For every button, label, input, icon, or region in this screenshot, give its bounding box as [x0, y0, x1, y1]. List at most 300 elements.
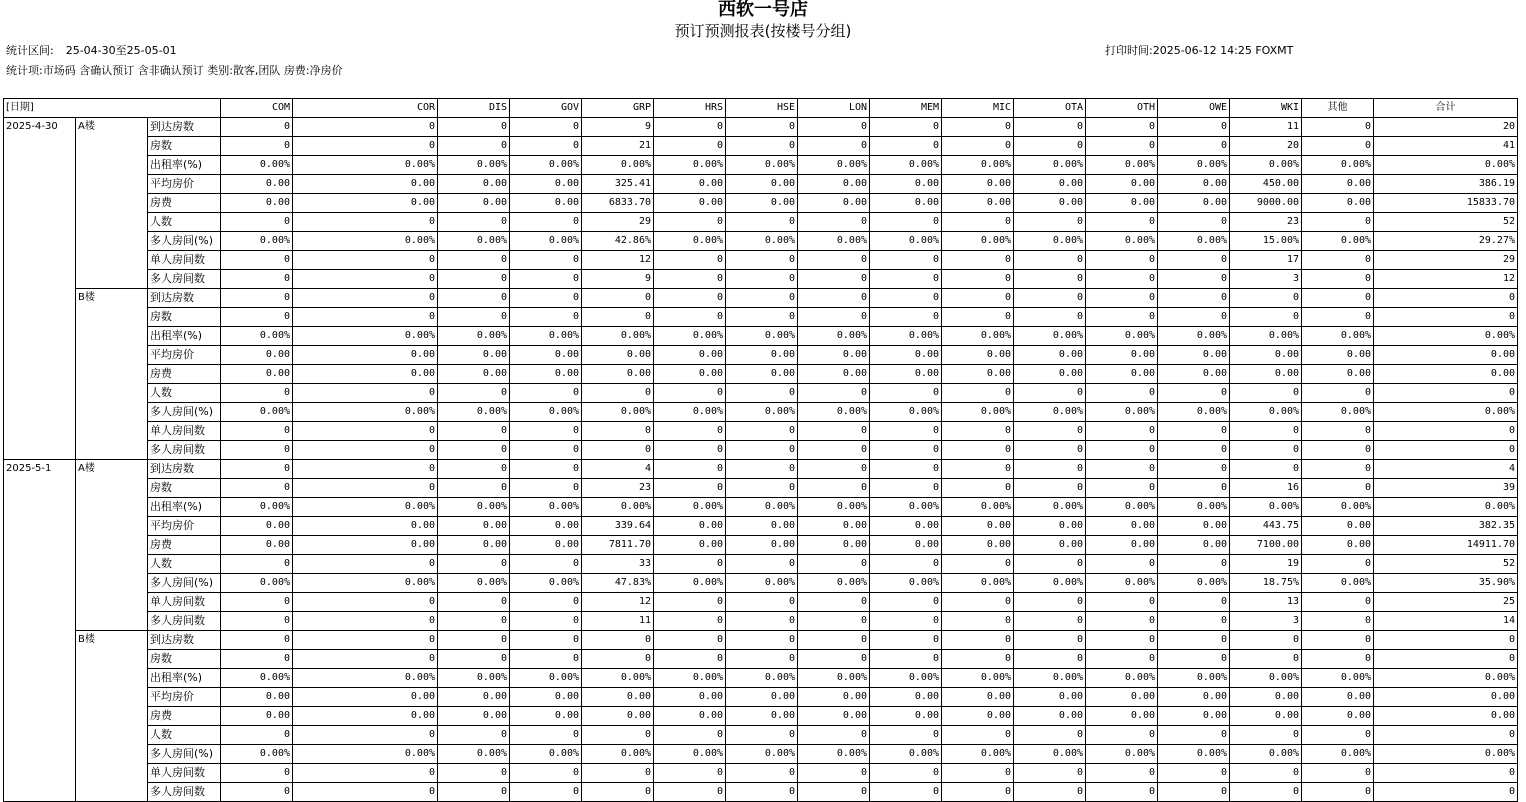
value-cell: 0 [726, 422, 798, 441]
value-cell: 0 [293, 650, 438, 669]
value-cell: 0 [1158, 308, 1230, 327]
value-cell: 0 [1014, 118, 1086, 137]
value-cell: 0 [942, 384, 1014, 403]
value-cell: 0 [510, 726, 582, 745]
value-cell: 0 [1374, 631, 1518, 650]
value-cell: 0 [1014, 479, 1086, 498]
value-cell: 0.00% [726, 403, 798, 422]
value-cell: 0.00% [293, 574, 438, 593]
value-cell: 0.00% [1374, 745, 1518, 764]
value-cell: 0.00 [1158, 365, 1230, 384]
value-cell: 0.00 [654, 688, 726, 707]
value-cell: 0.00% [726, 232, 798, 251]
value-cell: 0 [221, 764, 293, 783]
value-cell: 0.00% [438, 745, 510, 764]
value-cell: 0 [1302, 118, 1374, 137]
value-cell: 0.00 [1086, 517, 1158, 536]
value-cell: 0 [1302, 783, 1374, 802]
value-cell: 0 [942, 270, 1014, 289]
value-cell: 0.00% [654, 498, 726, 517]
value-cell: 0.00 [798, 707, 870, 726]
value-cell: 0 [1230, 384, 1302, 403]
metric-label: 多人房间(%) [148, 403, 221, 422]
value-cell: 0.00% [942, 403, 1014, 422]
value-cell: 0 [654, 479, 726, 498]
value-cell: 0.00 [1158, 688, 1230, 707]
value-cell: 15833.70 [1374, 194, 1518, 213]
value-cell: 0.00% [1014, 403, 1086, 422]
value-cell: 0 [582, 384, 654, 403]
value-cell: 0 [942, 118, 1014, 137]
value-cell: 0.00% [654, 574, 726, 593]
column-header: LON [798, 99, 870, 118]
value-cell: 42.86% [582, 232, 654, 251]
value-cell: 0.00 [510, 346, 582, 365]
value-cell: 0 [654, 251, 726, 270]
value-cell: 0 [654, 612, 726, 631]
table-row [4, 232, 1518, 251]
value-cell: 0.00% [1086, 669, 1158, 688]
value-cell: 0.00% [1374, 327, 1518, 346]
metric-label: 出租率(%) [148, 327, 221, 346]
table-row [4, 669, 1518, 688]
value-cell: 0 [870, 764, 942, 783]
value-cell: 0.00 [942, 707, 1014, 726]
value-cell: 0 [293, 308, 438, 327]
value-cell: 0 [1374, 384, 1518, 403]
value-cell: 0.00 [1302, 707, 1374, 726]
value-cell: 0 [1302, 384, 1374, 403]
value-cell: 0.00 [221, 517, 293, 536]
value-cell: 0.00% [870, 232, 942, 251]
value-cell: 0.00 [510, 688, 582, 707]
value-cell: 0 [438, 384, 510, 403]
value-cell: 386.19 [1374, 175, 1518, 194]
value-cell: 0.00% [510, 327, 582, 346]
value-cell: 0 [510, 764, 582, 783]
building-cell: A楼 [76, 118, 148, 289]
value-cell: 0 [510, 251, 582, 270]
date-range-label: 统计区间: [6, 44, 54, 57]
value-cell: 0 [438, 726, 510, 745]
table-row [4, 745, 1518, 764]
table-row [4, 422, 1518, 441]
value-cell: 0 [870, 270, 942, 289]
value-cell: 0.00 [1230, 707, 1302, 726]
value-cell: 0 [1374, 726, 1518, 745]
value-cell: 0.00% [1230, 156, 1302, 175]
table-row [4, 707, 1518, 726]
value-cell: 0 [1158, 479, 1230, 498]
value-cell: 0 [221, 422, 293, 441]
value-cell: 0 [1014, 593, 1086, 612]
value-cell: 0 [510, 213, 582, 232]
column-header: OWE [1158, 99, 1230, 118]
metric-label: 出租率(%) [148, 156, 221, 175]
value-cell: 0 [726, 764, 798, 783]
value-cell: 0.00 [293, 688, 438, 707]
value-cell: 0.00 [293, 175, 438, 194]
value-cell: 0.00% [221, 232, 293, 251]
value-cell: 0 [1086, 479, 1158, 498]
value-cell: 0.00 [870, 536, 942, 555]
value-cell: 14 [1374, 612, 1518, 631]
value-cell: 0 [798, 137, 870, 156]
value-cell: 0 [438, 593, 510, 612]
value-cell: 0.00% [1302, 232, 1374, 251]
value-cell: 0 [582, 289, 654, 308]
table-header-row [4, 99, 1518, 118]
table-row [4, 251, 1518, 270]
building-cell: B楼 [76, 289, 148, 460]
value-cell: 0 [798, 460, 870, 479]
value-cell: 0 [438, 650, 510, 669]
value-cell: 0 [798, 726, 870, 745]
table-row [4, 194, 1518, 213]
column-header: HRS [654, 99, 726, 118]
value-cell: 0 [654, 650, 726, 669]
value-cell: 0.00% [1374, 403, 1518, 422]
value-cell: 0 [293, 118, 438, 137]
value-cell: 0 [726, 460, 798, 479]
value-cell: 0.00% [726, 669, 798, 688]
value-cell: 0.00% [942, 574, 1014, 593]
value-cell: 0 [1086, 441, 1158, 460]
value-cell: 0.00 [942, 517, 1014, 536]
column-header: GRP [582, 99, 654, 118]
value-cell: 0 [798, 441, 870, 460]
value-cell: 0.00 [1014, 517, 1086, 536]
value-cell: 0.00% [582, 327, 654, 346]
value-cell: 0 [654, 118, 726, 137]
value-cell: 0 [221, 726, 293, 745]
value-cell: 0.00% [293, 156, 438, 175]
value-cell: 0.00% [1302, 327, 1374, 346]
value-cell: 0 [293, 213, 438, 232]
value-cell: 0 [654, 422, 726, 441]
value-cell: 0.00 [942, 175, 1014, 194]
value-cell: 7811.70 [582, 536, 654, 555]
value-cell: 20 [1374, 118, 1518, 137]
value-cell: 0 [1374, 289, 1518, 308]
value-cell: 0.00 [1086, 707, 1158, 726]
value-cell: 0 [942, 441, 1014, 460]
value-cell: 0 [726, 650, 798, 669]
value-cell: 0.00 [1374, 688, 1518, 707]
value-cell: 0.00% [870, 327, 942, 346]
value-cell: 0 [221, 555, 293, 574]
value-cell: 0 [1158, 631, 1230, 650]
column-header: OTH [1086, 99, 1158, 118]
value-cell: 0.00 [582, 688, 654, 707]
metric-label: 平均房价 [148, 175, 221, 194]
value-cell: 0 [221, 441, 293, 460]
value-cell: 29 [582, 213, 654, 232]
metric-label: 房费 [148, 194, 221, 213]
value-cell: 0.00 [293, 365, 438, 384]
value-cell: 0.00% [870, 403, 942, 422]
column-header: WKI [1230, 99, 1302, 118]
value-cell: 0 [1158, 270, 1230, 289]
value-cell: 0 [870, 631, 942, 650]
value-cell: 0.00% [654, 745, 726, 764]
column-header: COM [221, 99, 293, 118]
value-cell: 0.00% [1014, 232, 1086, 251]
value-cell: 0 [1230, 650, 1302, 669]
metric-label: 多人房间(%) [148, 574, 221, 593]
value-cell: 0 [1014, 270, 1086, 289]
value-cell: 0.00 [293, 346, 438, 365]
value-cell: 13 [1230, 593, 1302, 612]
date-range-value: 25-04-30至25-05-01 [65, 44, 177, 57]
date-range [6, 44, 177, 58]
table-row [4, 346, 1518, 365]
value-cell: 0.00% [1302, 403, 1374, 422]
value-cell: 0 [1086, 118, 1158, 137]
column-header: OTA [1014, 99, 1086, 118]
value-cell: 0.00 [1086, 175, 1158, 194]
value-cell: 0 [438, 479, 510, 498]
value-cell: 0.00 [870, 707, 942, 726]
value-cell: 0.00% [870, 574, 942, 593]
value-cell: 0 [510, 593, 582, 612]
value-cell: 0 [438, 460, 510, 479]
value-cell: 0 [582, 783, 654, 802]
value-cell: 0 [1014, 764, 1086, 783]
value-cell: 0 [1230, 308, 1302, 327]
value-cell: 0 [221, 289, 293, 308]
value-cell: 443.75 [1230, 517, 1302, 536]
value-cell: 0 [942, 783, 1014, 802]
value-cell: 0 [510, 289, 582, 308]
value-cell: 0 [798, 631, 870, 650]
value-cell: 0 [293, 251, 438, 270]
value-cell: 0.00% [1302, 574, 1374, 593]
value-cell: 0 [1158, 555, 1230, 574]
value-cell: 0.00% [221, 498, 293, 517]
value-cell: 0 [1086, 555, 1158, 574]
value-cell: 0.00% [221, 669, 293, 688]
date-cell: 2025-5-1 [4, 460, 76, 802]
value-cell: 0.00% [1158, 232, 1230, 251]
value-cell: 0 [942, 289, 1014, 308]
value-cell: 0 [798, 384, 870, 403]
table-row [4, 137, 1518, 156]
value-cell: 0.00% [510, 498, 582, 517]
value-cell: 12 [582, 251, 654, 270]
value-cell: 0 [798, 555, 870, 574]
value-cell: 0 [798, 308, 870, 327]
value-cell: 0.00 [221, 536, 293, 555]
value-cell: 0.00 [438, 536, 510, 555]
value-cell: 0.00% [1014, 156, 1086, 175]
value-cell: 0.00% [582, 669, 654, 688]
value-cell: 0 [1302, 650, 1374, 669]
value-cell: 0 [510, 783, 582, 802]
value-cell: 0.00 [798, 536, 870, 555]
value-cell: 11 [582, 612, 654, 631]
value-cell: 0 [942, 555, 1014, 574]
value-cell: 0 [1158, 612, 1230, 631]
value-cell: 0 [1158, 726, 1230, 745]
value-cell: 0.00% [654, 327, 726, 346]
value-cell: 9 [582, 270, 654, 289]
table-row [4, 365, 1518, 384]
value-cell: 0.00 [798, 365, 870, 384]
value-cell: 0.00 [582, 707, 654, 726]
value-cell: 0.00 [438, 365, 510, 384]
column-header: DIS [438, 99, 510, 118]
value-cell: 0 [1086, 251, 1158, 270]
metric-label: 单人房间数 [148, 764, 221, 783]
metric-label: 多人房间数 [148, 441, 221, 460]
value-cell: 0 [293, 726, 438, 745]
value-cell: 14911.70 [1374, 536, 1518, 555]
value-cell: 23 [1230, 213, 1302, 232]
value-cell: 0.00 [438, 194, 510, 213]
value-cell: 0.00 [1158, 346, 1230, 365]
value-cell: 0.00 [1158, 517, 1230, 536]
value-cell: 339.64 [582, 517, 654, 536]
value-cell: 0 [942, 422, 1014, 441]
metric-label: 到达房数 [148, 460, 221, 479]
value-cell: 0.00 [1230, 346, 1302, 365]
value-cell: 0.00% [798, 745, 870, 764]
value-cell: 0 [438, 783, 510, 802]
value-cell: 0 [1014, 783, 1086, 802]
value-cell: 0.00 [293, 194, 438, 213]
value-cell: 0.00% [1230, 327, 1302, 346]
value-cell: 0 [870, 783, 942, 802]
value-cell: 0 [870, 118, 942, 137]
value-cell: 0 [1086, 764, 1158, 783]
value-cell: 0 [1374, 764, 1518, 783]
value-cell: 0 [510, 631, 582, 650]
value-cell: 382.35 [1374, 517, 1518, 536]
value-cell: 0.00 [726, 517, 798, 536]
metric-label: 多人房间(%) [148, 232, 221, 251]
value-cell: 0.00 [510, 517, 582, 536]
value-cell: 0.00% [1230, 498, 1302, 517]
value-cell: 0.00% [1158, 498, 1230, 517]
value-cell: 0 [1302, 137, 1374, 156]
value-cell: 0 [293, 441, 438, 460]
value-cell: 0.00% [582, 745, 654, 764]
table-row [4, 517, 1518, 536]
value-cell: 0 [221, 631, 293, 650]
column-header: COR [293, 99, 438, 118]
value-cell: 0 [1302, 460, 1374, 479]
value-cell: 0 [293, 783, 438, 802]
value-cell: 0 [1302, 555, 1374, 574]
metric-label: 平均房价 [148, 346, 221, 365]
value-cell: 0 [1302, 479, 1374, 498]
value-cell: 0 [293, 460, 438, 479]
value-cell: 33 [582, 555, 654, 574]
value-cell: 0 [870, 137, 942, 156]
building-cell: A楼 [76, 460, 148, 631]
value-cell: 0.00% [798, 327, 870, 346]
value-cell: 0.00% [1158, 156, 1230, 175]
value-cell: 0.00 [726, 365, 798, 384]
value-cell: 0.00 [221, 194, 293, 213]
value-cell: 16 [1230, 479, 1302, 498]
value-cell: 0 [654, 441, 726, 460]
value-cell: 0.00 [798, 688, 870, 707]
value-cell: 0 [1086, 289, 1158, 308]
value-cell: 0 [221, 650, 293, 669]
value-cell: 0 [798, 270, 870, 289]
table-row [4, 555, 1518, 574]
value-cell: 0 [798, 118, 870, 137]
value-cell: 0 [798, 422, 870, 441]
value-cell: 0.00% [438, 669, 510, 688]
value-cell: 0 [438, 251, 510, 270]
value-cell: 0.00 [1086, 346, 1158, 365]
value-cell: 0 [438, 555, 510, 574]
value-cell: 0 [942, 726, 1014, 745]
value-cell: 0 [870, 479, 942, 498]
value-cell: 0.00% [654, 232, 726, 251]
value-cell: 0 [438, 764, 510, 783]
value-cell: 0.00% [726, 498, 798, 517]
value-cell: 0.00% [1014, 745, 1086, 764]
value-cell: 0.00 [221, 688, 293, 707]
value-cell: 0 [1014, 441, 1086, 460]
value-cell: 0.00 [1014, 365, 1086, 384]
value-cell: 0 [654, 460, 726, 479]
value-cell: 0.00 [870, 194, 942, 213]
value-cell: 0 [1374, 650, 1518, 669]
table-row [4, 156, 1518, 175]
value-cell: 0.00 [438, 346, 510, 365]
value-cell: 0.00% [1302, 669, 1374, 688]
value-cell: 0 [1158, 460, 1230, 479]
value-cell: 0.00 [582, 346, 654, 365]
value-cell: 0.00% [1158, 669, 1230, 688]
value-cell: 17 [1230, 251, 1302, 270]
table-row [4, 118, 1518, 137]
value-cell: 0.00 [1158, 536, 1230, 555]
table-row [4, 175, 1518, 194]
value-cell: 0 [510, 612, 582, 631]
value-cell: 0 [942, 308, 1014, 327]
value-cell: 0.00% [1014, 669, 1086, 688]
value-cell: 0 [221, 251, 293, 270]
value-cell: 0.00 [293, 517, 438, 536]
value-cell: 0 [942, 650, 1014, 669]
table-row [4, 631, 1518, 650]
value-cell: 0.00% [1158, 403, 1230, 422]
value-cell: 0 [870, 251, 942, 270]
value-cell: 0.00 [942, 536, 1014, 555]
value-cell: 0 [1230, 631, 1302, 650]
value-cell: 0.00% [582, 403, 654, 422]
table-row [4, 460, 1518, 479]
value-cell: 0 [1302, 593, 1374, 612]
value-cell: 0.00 [1086, 194, 1158, 213]
value-cell: 0 [1302, 631, 1374, 650]
value-cell: 0.00% [1014, 498, 1086, 517]
value-cell: 0 [1158, 213, 1230, 232]
table-row [4, 783, 1518, 802]
value-cell: 0 [510, 555, 582, 574]
value-cell: 0 [510, 137, 582, 156]
value-cell: 0 [1014, 213, 1086, 232]
value-cell: 0.00 [870, 175, 942, 194]
table-row [4, 764, 1518, 783]
value-cell: 0.00 [1374, 365, 1518, 384]
